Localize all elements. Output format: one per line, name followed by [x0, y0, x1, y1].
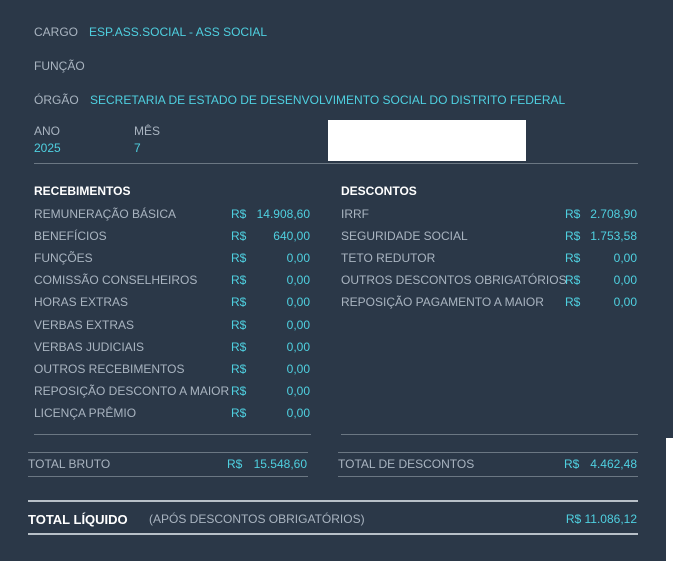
item-value: 0,00	[286, 362, 310, 376]
total-bruto-top-line	[28, 452, 308, 453]
total-bruto-value: 15.548,60	[253, 457, 307, 471]
currency-symbol: R$	[231, 207, 247, 221]
page-margin	[666, 438, 673, 561]
currency-symbol: R$	[231, 340, 247, 354]
total-descontos-label: TOTAL DE DESCONTOS	[338, 457, 475, 471]
currency-symbol: R$	[231, 406, 247, 420]
item-value: 1.753,58	[590, 229, 637, 243]
total-liquido-note: (APÓS DESCONTOS OBRIGATÓRIOS)	[149, 512, 365, 526]
total-liquido-value: R$ 11.086,12	[565, 512, 637, 526]
item-label: FUNÇÕES	[34, 251, 93, 265]
item-label: OUTROS RECEBIMENTOS	[34, 362, 185, 376]
funcao-label: FUNÇÃO	[34, 59, 85, 73]
item-value: 0,00	[286, 406, 310, 420]
item-value: 0,00	[286, 318, 310, 332]
item-label: OUTROS DESCONTOS OBRIGATÓRIOS	[341, 273, 567, 287]
currency-symbol: R$	[564, 457, 580, 471]
recebimentos-title: RECEBIMENTOS	[34, 184, 131, 198]
currency-symbol: R$	[565, 251, 581, 265]
item-label: LICENÇA PRÊMIO	[34, 406, 137, 420]
item-label: HORAS EXTRAS	[34, 295, 129, 309]
currency-symbol: R$	[231, 251, 247, 265]
item-value: 640,00	[273, 229, 310, 243]
item-value: 0,00	[286, 251, 310, 265]
recebimentos-divider	[34, 434, 311, 435]
mes-value: 7	[134, 141, 141, 155]
item-label: TETO REDUTOR	[341, 251, 436, 265]
cargo-value: ESP.ASS.SOCIAL - ASS SOCIAL	[89, 25, 268, 39]
redacted-box	[328, 120, 526, 161]
total-liquido-bottom-line	[28, 533, 638, 535]
total-bruto-label: TOTAL BRUTO	[28, 457, 111, 471]
item-value: 2.708,90	[590, 207, 637, 221]
cargo-label: CARGO	[34, 25, 79, 39]
item-value: 0,00	[613, 273, 637, 287]
item-label: BENEFÍCIOS	[34, 229, 107, 243]
total-descontos-bottom-line	[338, 476, 638, 477]
item-label: SEGURIDADE SOCIAL	[341, 229, 468, 243]
total-bruto-bottom-line	[28, 476, 308, 477]
item-label: VERBAS JUDICIAIS	[34, 340, 145, 354]
total-descontos-top-line	[338, 452, 638, 453]
descontos-title: DESCONTOS	[341, 184, 417, 198]
currency-symbol: R$	[231, 295, 247, 309]
mes-label: MÊS	[134, 124, 161, 138]
item-value: 0,00	[286, 273, 310, 287]
item-label: IRRF	[341, 207, 369, 221]
currency-symbol: R$	[231, 362, 247, 376]
ano-value: 2025	[34, 141, 61, 155]
item-value: 14.908,60	[256, 207, 310, 221]
item-value: 0,00	[286, 295, 310, 309]
total-liquido-top-line	[28, 500, 638, 502]
descontos-divider	[341, 434, 638, 435]
orgao-value: SECRETARIA DE ESTADO DE DESENVOLVIMENTO SOCIAL DO DISTRITO FEDERAL	[90, 93, 566, 107]
currency-symbol: R$	[231, 318, 247, 332]
orgao-label: ÓRGÃO	[34, 93, 79, 107]
currency-symbol: R$	[231, 273, 247, 287]
currency-symbol: R$	[231, 384, 247, 398]
currency-symbol: R$	[565, 295, 581, 309]
currency-symbol: R$	[565, 273, 581, 287]
item-label: VERBAS EXTRAS	[34, 318, 135, 332]
currency-symbol: R$	[565, 229, 581, 243]
currency-symbol: R$	[231, 229, 247, 243]
currency-symbol: R$	[565, 207, 581, 221]
item-label: REPOSIÇÃO PAGAMENTO A MAIOR	[341, 295, 544, 309]
item-value: 0,00	[286, 384, 310, 398]
header-divider	[34, 163, 638, 164]
item-label: REMUNERAÇÃO BÁSICA	[34, 207, 177, 221]
item-value: 0,00	[286, 340, 310, 354]
item-label: COMISSÃO CONSELHEIROS	[34, 273, 198, 287]
item-value: 0,00	[613, 251, 637, 265]
total-descontos-value: 4.462,48	[590, 457, 637, 471]
currency-symbol: R$	[227, 457, 243, 471]
item-value: 0,00	[613, 295, 637, 309]
item-label: REPOSIÇÃO DESCONTO A MAIOR	[34, 384, 230, 398]
total-liquido-label: TOTAL LÍQUIDO	[28, 512, 128, 527]
ano-label: ANO	[34, 124, 61, 138]
